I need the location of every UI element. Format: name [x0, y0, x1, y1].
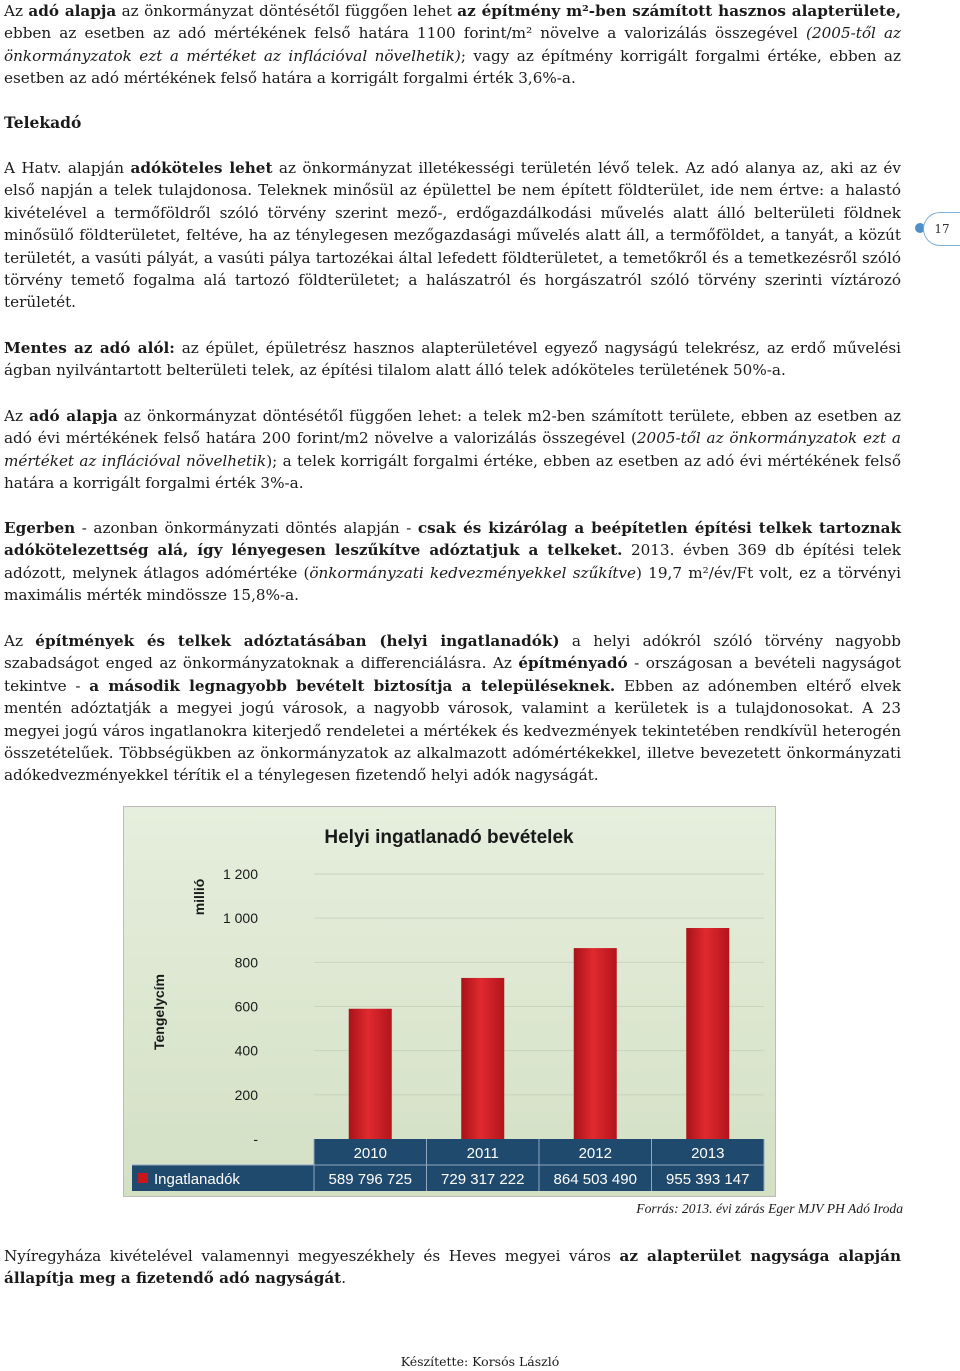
data-table-value: 955 393 147: [666, 1171, 750, 1188]
bar-chart: [124, 807, 775, 1196]
y-tick-label: 800: [234, 954, 258, 971]
x-category-label: 2013: [691, 1145, 725, 1162]
y-axis-title: Tengelycím: [151, 974, 167, 1050]
x-category-label: 2011: [466, 1145, 499, 1162]
text-span: Ebben az adónemben eltérő elvek mentén adóztatják a megyei jogú városok, a nagyobb városok, valamint a kerületek is a tulajdonosokat. A 23 megyei jogú város ingatlanokra kiterjedő rendeletei a mértékek és kedvezmények tekintetében rendkívül heterogén összetételűek. Többségükben az önkormányzatok az alkalmazott adómértékekkel, illetve bevezetett önkormányzati adókedvezményekkel térítik el a ténylegesen fizetendő helyi adók nagyságát.: [4, 676, 901, 785]
bar-2013: [686, 928, 729, 1139]
chart-container: [123, 806, 776, 1197]
bar-2010: [349, 1009, 392, 1139]
text-span: 2013. évben 369 db építési telek adózott, melynek átlagos adómértéke (: [4, 541, 901, 582]
text-span: Nyíregyháza kivételével valamennyi megyeszékhely és Heves megyei város: [4, 1247, 620, 1265]
paragraph-adoalap-epitmeny: [4, 0, 901, 90]
text-span: az önkormányzat döntésétől függően lehet: a telek m2-ben számított területe, ebben az esetben az adó évi mértékének felső határa 200 forint/m2 növelve a valorizálás összegével (: [4, 407, 901, 448]
legend-label: Ingatlanadók: [154, 1171, 240, 1188]
y-tick-label: 1 000: [222, 910, 258, 927]
x-category-label: 2012: [578, 1145, 612, 1162]
chart-unit-label: millió: [191, 878, 207, 916]
text-bold: az alapterület nagysága alapján állapítja meg a fizetendő adó nagyságát: [4, 1247, 901, 1288]
text-bold: Mentes az adó alól:: [4, 339, 175, 357]
data-table-value: 729 317 222: [441, 1171, 525, 1188]
page-number: 17: [923, 212, 960, 246]
text-italic: 2005-től az önkormányzatok ezt a mértéket az inflációval növelhetik: [4, 429, 901, 470]
text-bold: adóköteles lehet: [130, 159, 273, 177]
text-span: Az: [4, 407, 30, 425]
text-bold: adó alapja: [29, 407, 118, 425]
y-tick-label: 200: [234, 1086, 258, 1103]
paragraph-telekado-definicio: [4, 157, 901, 314]
x-category-label: 2010: [353, 1145, 387, 1162]
chart-title: Helyi ingatlanadó bevételek: [324, 827, 574, 848]
text-span: A Hatv. alapján: [4, 159, 131, 177]
y-tick-label: 400: [234, 1042, 258, 1059]
text-italic: (2005-től az önkormányzatok ezt a mértéket az inflációval növelhetik): [4, 24, 902, 65]
y-tick-label: 1 200: [222, 866, 258, 882]
y-tick-label: 600: [234, 998, 258, 1015]
y-tick-label: -: [253, 1131, 258, 1147]
text-span: az önkormányzat illetékességi területén lévő telek. Az adó alanya az, aki az év első napján a telek tulajdonosa. Teleknek minősül az épülettel be nem épített földterület, ide nem értve: a halastó kivételével a termőföldről szóló törvény szerint mező-, erdőgazdálkodási művelés alatt álló belterületi földnek minősülő földterületet, feltéve, ha az ténylegesen mezőgazdasági művelés alatt áll, a termőföldet, a tanyát, a közút területét, a vasúti pályát, a vasúti pálya tartozékai által lefedett földterületet, a temetőkről és a temetkezésről szóló törvény temető fogalma alá tartozó földterületet; a halászatról és horgászatról szóló törvény szerinti víztározó területét.: [4, 159, 901, 312]
legend-swatch: [138, 1173, 148, 1183]
text-span: .: [341, 1269, 347, 1288]
chart-source: Forrás: 2013. évi zárás Eger MJV PH Adó Iroda: [636, 1201, 903, 1216]
chart-background: [124, 807, 775, 1196]
text-span: az épület, épületrész hasznos alapterületével egyező nagyságú telekrész, az erdő művelési ágban nyilvántartott belterületi telek, az építési tilalom alatt álló telek adóköteles területének 50%-a.: [4, 339, 901, 380]
text-bold: építményadó: [518, 654, 628, 673]
text-span: ; vagy az építmény korrigált forgalmi értéke, ebben az esetben az adó mértékének felső határa a korrigált forgalmi érték 3,6%-a.: [4, 46, 901, 88]
paragraph-mentes: [4, 337, 901, 382]
text-span: a helyi adókról szóló törvény nagyobb szabadságot enged az önkormányzatoknak a differenciálásra. Az: [4, 632, 901, 673]
text-bold: adó alapja: [28, 2, 117, 20]
paragraph-eger: [4, 517, 901, 607]
text-span: ebben az esetben az adó mértékének felső határa 1100 forint/m² növelve a valorizálás összegével: [4, 24, 807, 43]
data-table-value: 864 503 490: [553, 1171, 637, 1188]
text-span: ); a telek korrigált forgalmi értéke, ebben az esetben az adó évi mértékének felső határa a korrigált forgalmi érték 3%-a.: [4, 451, 901, 493]
text-bold: Egerben: [4, 519, 76, 537]
bar-2012: [574, 948, 617, 1139]
text-bold: csak és kizárólag a beépítetlen építési telkek tartoznak adókötelezettség alá, így lényegesen leszűkítve adóztatjuk a telkeket.: [4, 519, 902, 560]
text-bold: a második legnagyobb bevételt biztosítja a településeknek.: [89, 676, 616, 695]
data-table-value: 589 796 725: [328, 1171, 412, 1188]
paragraph-adoalap-telek: [4, 405, 901, 495]
text-span: - azonban önkormányzati döntés alapján -: [75, 519, 418, 537]
footer-author: Készítette: Korsós László: [400, 1354, 560, 1369]
text-span: Az: [4, 2, 29, 20]
text-span: az önkormányzat döntésétől függően lehet: [116, 2, 458, 20]
text-bold: építmények és telkek adóztatásában (helyi ingatlanadók): [35, 632, 560, 650]
text-bold: az építmény m²-ben számított hasznos alapterülete,: [457, 2, 901, 20]
bar-2011: [461, 978, 504, 1139]
text-span: - országosan a bevételi nagyságot tekintve -: [4, 654, 901, 695]
text-span: Az: [4, 632, 36, 650]
paragraph-nyiregyhaza: [4, 1245, 901, 1290]
paragraph-ingatlanadok: [4, 630, 901, 787]
section-heading-telekado: Telekadó: [4, 113, 82, 132]
text-span: ) 19,7 m²/év/Ft volt, ez a törvényi maximális mérték mindössze 15,8%-a.: [4, 563, 901, 605]
text-italic: önkormányzati kedvezményekkel szűkítve: [309, 563, 637, 582]
